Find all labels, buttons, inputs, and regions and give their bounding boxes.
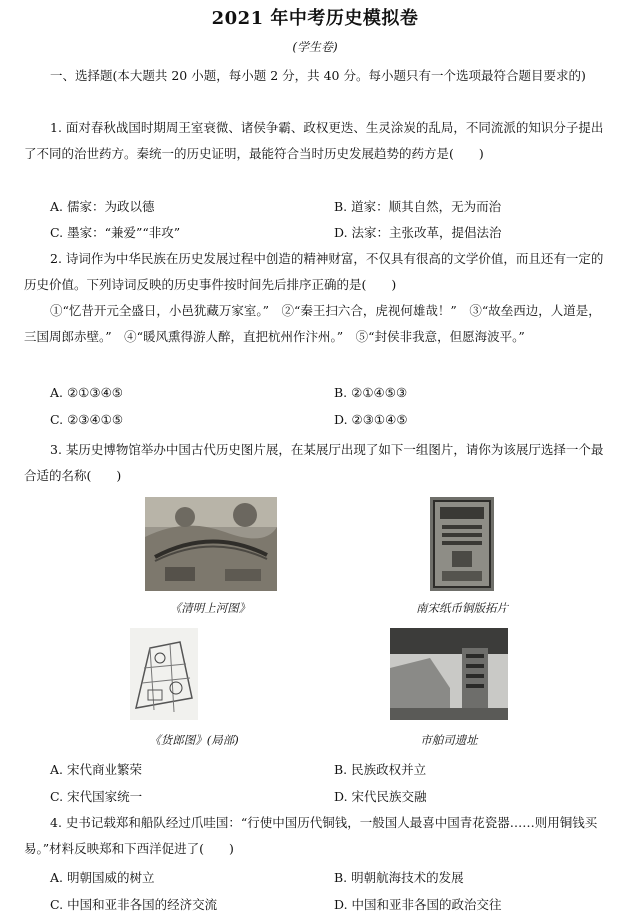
q3-option-a[interactable]: A. 宋代商业繁荣 [50,762,142,777]
section-intro: 一、选择题(本大题共 20 小题，每小题 2 分，共 40 分。每小题只有一个选项最符合题目要求的) [50,68,586,83]
question-4-stem: 4. 史书记载郑和船队经过爪哇国：“行使中国历代铜钱，一般国人最喜中国青花瓷器……则用铜钱买易。”材料反映郑和下西洋促进了( ) [24,815,598,856]
question-2-stem: 2. 诗词作为中华民族在历史发展过程中创造的精神财富，不仅具有很高的文学价值，而且还有一定的历史价值。下列诗词反映的历史事件按时间先后排序正确的是( ) [24,251,604,292]
q1-option-d[interactable]: D. 法家：主张改革，提倡法治 [334,225,502,240]
question-3-stem: 3. 某历史博物馆举办中国古代历史图片展，在某展厅出现了如下一组图片，请你为该展厅选择一个最合适的名称( ) [24,442,604,483]
q2-option-b[interactable]: B. ②①④⑤③ [334,385,408,400]
q4-option-d[interactable]: D. 中国和亚非各国的政治交往 [334,897,502,912]
peddler-painting-image [130,628,198,720]
figure-caption-peddler: 《货郎图》(局部) [149,733,239,747]
q1-option-a[interactable]: A. 儒家：为政以德 [50,199,155,214]
qingming-painting-image [145,497,277,591]
shibosi-site-image [390,628,508,720]
q1-option-c[interactable]: C. 墨家：“兼爱”“非攻” [50,225,181,240]
q3-option-d[interactable]: D. 宋代民族交融 [334,789,427,804]
q2-option-a[interactable]: A. ②①③④⑤ [50,385,124,400]
q3-option-b[interactable]: B. 民族政权并立 [334,762,427,777]
figure-caption-banknote: 南宋纸币铜版拓片 [416,601,508,615]
q1-option-b[interactable]: B. 道家：顺其自然，无为而治 [334,199,502,214]
q4-option-a[interactable]: A. 明朝国威的树立 [50,870,155,885]
figure-caption-shibosi: 市舶司遗址 [420,733,478,747]
question-1-stem: 1. 面对春秋战国时期周王室衰微、诸侯争霸、政权更迭、生灵涂炭的乱局，不同流派的知识分子提出了不同的治世药方。秦统一的历史证明，最能符合当时历史发展趋势的药方是( ) [24,120,604,161]
banknote-plate-image [430,497,494,591]
q2-option-c[interactable]: C. ②③④①⑤ [50,412,124,427]
q2-option-d[interactable]: D. ②③①④⑤ [334,412,408,427]
figure-caption-qingming: 《清明上河图》 [169,601,251,615]
exam-subtitle: (学生卷) [292,40,338,54]
question-2-quote: ①“忆昔开元全盛日，小邑犹藏万家室。” ②“秦王扫六合，虎视何雄哉！” ③“故垒西边，人道是，三国周郎赤壁。” ④“暖风熏得游人醉，直把杭州作汴州。” ⑤“封侯非我意，但愿海波平。” [24,303,601,344]
exam-title: 2021 年中考历史模拟卷 [211,8,419,29]
q4-option-b[interactable]: B. 明朝航海技术的发展 [334,870,464,885]
q3-option-c[interactable]: C. 宋代国家统一 [50,789,143,804]
q4-option-c[interactable]: C. 中国和亚非各国的经济交流 [50,897,218,912]
